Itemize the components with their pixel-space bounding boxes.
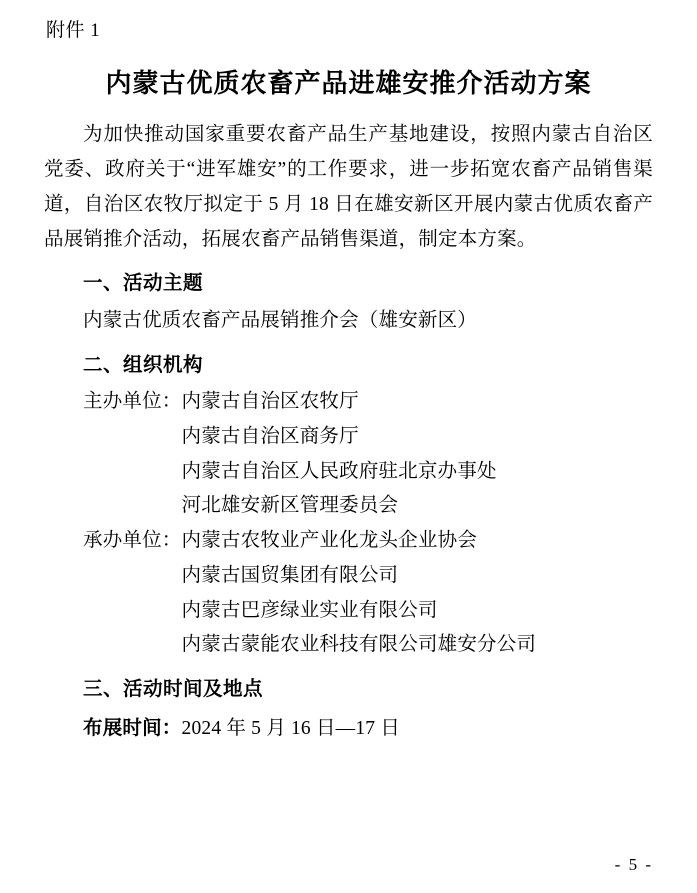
setup-time-value: 2024 年 5 月 16 日—17 日 — [181, 717, 401, 739]
attachment-label: 附件 1 — [46, 20, 101, 41]
organizer-unit: 内蒙古自治区农牧厅 — [181, 391, 359, 413]
organizer-unit: 内蒙古自治区商务厅 — [181, 426, 359, 448]
setup-time-label: 布展时间： — [83, 717, 182, 739]
organizer-unit: 内蒙古自治区人民政府驻北京办事处 — [181, 460, 497, 482]
organizer-units-co-host — [182, 524, 653, 663]
organizer-label-host: 主办单位： — [83, 391, 182, 413]
organizer-group-host — [44, 385, 653, 524]
organizer-label-co-host: 承办单位： — [83, 530, 182, 552]
section-heading-activity-theme: 一、活动主题 — [83, 273, 204, 295]
page-number: - 5 - — [614, 855, 653, 874]
organizer-group-co-host — [44, 524, 653, 663]
organizer-list — [44, 385, 653, 663]
organizer-unit: 河北雄安新区管理委员会 — [181, 495, 399, 517]
intro-paragraph: 为加快推动国家重要农畜产品生产基地建设，按照内蒙古自治区党委、政府关于“进军雄安”的工作要求，进一步拓宽农畜产品销售渠道，自治区农牧厅拟定于 5 月 18 日在雄安新区开展内蒙古优质农畜产品展销推介活动，拓展农畜产品销售渠道，制定本方案。 — [44, 124, 653, 250]
setup-time-line — [44, 712, 653, 747]
page-title: 内蒙古优质农畜产品进雄安推介活动方案 — [105, 68, 592, 98]
organizer-units-host — [182, 385, 653, 524]
organizer-unit: 内蒙古巴彦绿业实业有限公司 — [181, 599, 438, 621]
section-heading-organization: 二、组织机构 — [83, 354, 204, 376]
organizer-unit: 内蒙古农牧业产业化龙头企业协会 — [181, 530, 478, 552]
section-content-activity-theme: 内蒙古优质农畜产品展销推介会（雄安新区） — [83, 309, 478, 331]
organizer-unit: 内蒙古国贸集团有限公司 — [181, 564, 399, 586]
organizer-unit: 内蒙古蒙能农业科技有限公司雄安分公司 — [181, 634, 537, 656]
section-heading-time-location: 三、活动时间及地点 — [83, 678, 264, 700]
